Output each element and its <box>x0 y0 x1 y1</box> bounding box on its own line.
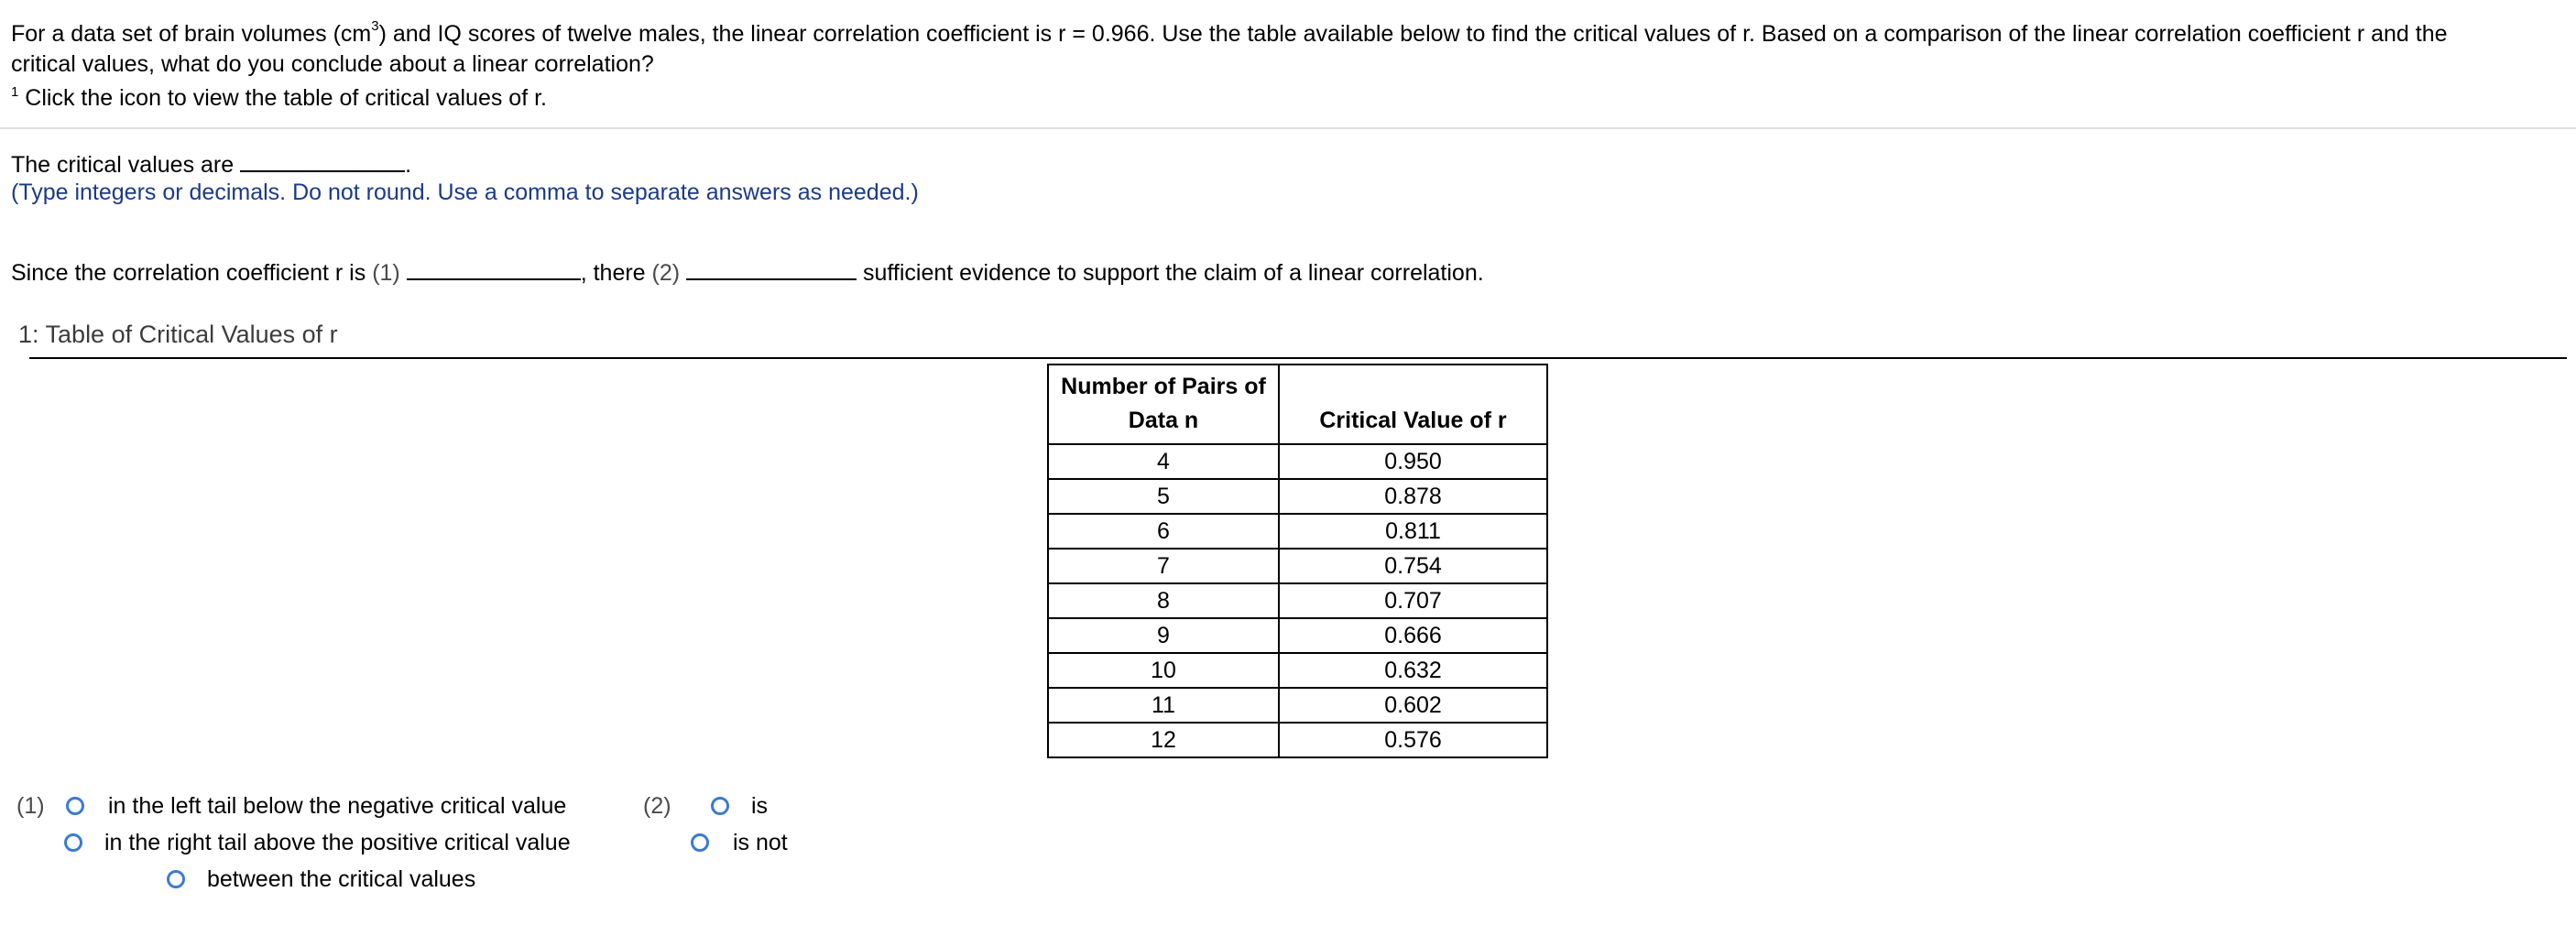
table-row <box>1048 618 1547 653</box>
cell-r: 0.950 <box>1279 444 1547 479</box>
cell-r: 0.576 <box>1279 723 1547 757</box>
conclusion-text-2: , there <box>580 260 646 286</box>
footnote[interactable] <box>11 82 547 117</box>
header-number-of-pairs: Number of Pairs of Data n <box>1048 365 1279 444</box>
table-row <box>1048 653 1547 688</box>
section-underline <box>29 357 2567 359</box>
conclusion-sentence <box>11 255 1484 288</box>
cell-r: 0.754 <box>1279 549 1547 583</box>
cell-n: 12 <box>1048 723 1279 757</box>
answer-instructions: (Type integers or decimals. Do not round. Use a comma to separate answers as needed.) <box>11 180 919 205</box>
blank-marker-1: (1) <box>372 260 400 286</box>
option-is-not[interactable]: is not <box>733 830 788 855</box>
cell-r: 0.878 <box>1279 479 1547 514</box>
cell-n: 10 <box>1048 653 1279 688</box>
cell-r: 0.632 <box>1279 653 1547 688</box>
table-row <box>1048 688 1547 723</box>
cell-n: 5 <box>1048 479 1279 514</box>
question-text-part1: For a data set of brain volumes (cm <box>11 21 372 47</box>
conclusion-text-1: Since the correlation coefficient r is <box>11 260 366 286</box>
table-row <box>1048 723 1547 757</box>
table-row <box>1048 479 1547 514</box>
separator <box>0 127 2576 129</box>
blank-marker-2: (2) <box>651 260 681 286</box>
cell-n: 4 <box>1048 444 1279 479</box>
option-is[interactable]: is <box>751 793 769 819</box>
cell-r: 0.811 <box>1279 514 1547 549</box>
table-row <box>1048 444 1547 479</box>
critical-values-table <box>1047 364 1548 758</box>
choice-group-2-marker: (2) <box>643 793 671 819</box>
superscript-3: 3 <box>371 18 379 34</box>
footnote-link[interactable]: Click the icon to view the table of critical values of r. <box>25 85 547 111</box>
radio-is[interactable] <box>711 797 729 815</box>
table-row <box>1048 583 1547 618</box>
header-critical-value: Critical Value of r <box>1279 365 1547 444</box>
radio-right-tail[interactable] <box>64 833 82 852</box>
critical-values-label: The critical values are <box>11 152 235 178</box>
cell-n: 11 <box>1048 688 1279 723</box>
question-line-2: critical values, what do you conclude about a linear correlation? <box>11 51 654 77</box>
option-between[interactable]: between the critical values <box>207 866 476 892</box>
cell-r: 0.666 <box>1279 618 1547 653</box>
footnote-mark: 1 <box>11 84 19 100</box>
table-row <box>1048 514 1547 549</box>
dropdown-blank-1[interactable] <box>407 255 581 280</box>
question-text-part2: ) and IQ scores of twelve males, the linear correlation coefficient is r = 0.966. Use the table available below to find the critical values of r. Based on a comparison of the linear correlation coefficient r and the <box>378 21 2448 47</box>
radio-between[interactable] <box>167 870 185 888</box>
critical-values-row <box>11 143 411 180</box>
option-right-tail[interactable]: in the right tail above the positive critical value <box>104 830 571 855</box>
table-section-title: 1: Table of Critical Values of r <box>18 321 338 348</box>
choice-group-1-marker: (1) <box>16 793 45 819</box>
option-left-tail[interactable]: in the left tail below the negative critical value <box>108 793 567 819</box>
conclusion-text-3: sufficient evidence to support the claim of a linear correlation. <box>863 260 1484 286</box>
dropdown-blank-2[interactable] <box>686 255 857 280</box>
cell-n: 6 <box>1048 514 1279 549</box>
cell-r: 0.602 <box>1279 688 1547 723</box>
period: . <box>405 152 412 178</box>
table-row <box>1048 549 1547 583</box>
cell-n: 9 <box>1048 618 1279 653</box>
radio-left-tail[interactable] <box>66 797 84 815</box>
table-header-row <box>1048 365 1547 444</box>
cell-n: 7 <box>1048 549 1279 583</box>
cell-r: 0.707 <box>1279 583 1547 618</box>
radio-is-not[interactable] <box>691 833 709 852</box>
critical-values-input[interactable] <box>240 143 405 172</box>
cell-n: 8 <box>1048 583 1279 618</box>
